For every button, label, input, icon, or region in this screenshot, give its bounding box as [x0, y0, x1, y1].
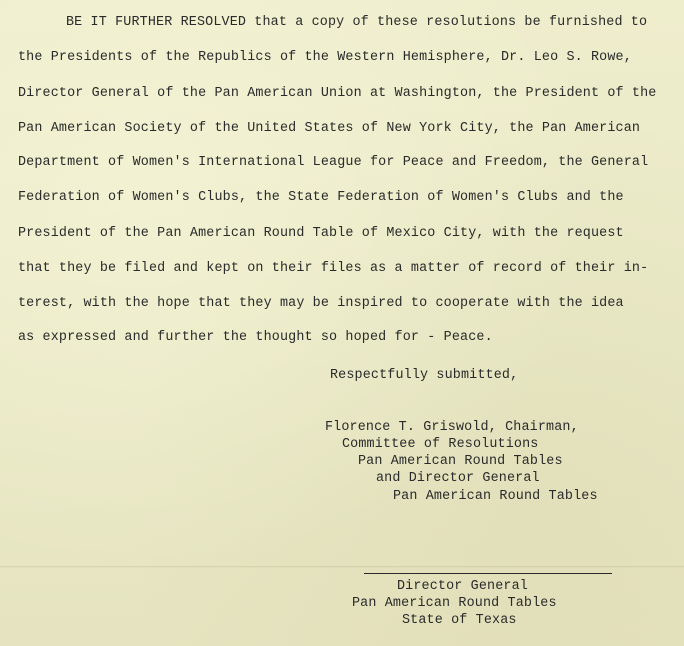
closing: Respectfully submitted,: [330, 368, 519, 383]
signature-state: State of Texas: [402, 613, 517, 628]
signature-line: [364, 573, 612, 574]
resolution-line-10: as expressed and further the thought so hoped for - Peace.: [18, 330, 493, 345]
signatory-name: Florence T. Griswold, Chairman,: [325, 420, 579, 435]
paper-fold: [0, 566, 684, 568]
resolution-line-5: Department of Women's International League for Peace and Freedom, the General: [18, 155, 649, 170]
resolution-line-3: Director General of the Pan American Union at Washington, the President of the: [18, 86, 657, 101]
resolution-line-8: that they be filed and kept on their files as a matter of record of their in-: [18, 261, 649, 276]
resolution-line-1: BE IT FURTHER RESOLVED that a copy of these resolutions be furnished to: [66, 15, 648, 30]
signatory-title-2: Pan American Round Tables: [358, 454, 563, 469]
resolution-line-6: Federation of Women's Clubs, the State Federation of Women's Clubs and the: [18, 190, 624, 205]
signatory-title-1: Committee of Resolutions: [342, 437, 539, 452]
signatory-title-3: and Director General: [376, 471, 540, 486]
resolution-line-2: the Presidents of the Republics of the Western Hemisphere, Dr. Leo S. Rowe,: [18, 50, 632, 65]
signature-title: Director General: [397, 579, 528, 594]
signature-organization: Pan American Round Tables: [352, 596, 557, 611]
resolution-line-9: terest, with the hope that they may be inspired to cooperate with the idea: [18, 296, 624, 311]
signatory-title-4: Pan American Round Tables: [393, 489, 598, 504]
resolution-line-7: President of the Pan American Round Table of Mexico City, with the request: [18, 226, 624, 241]
resolution-line-4: Pan American Society of the United States of New York City, the Pan American: [18, 121, 641, 136]
